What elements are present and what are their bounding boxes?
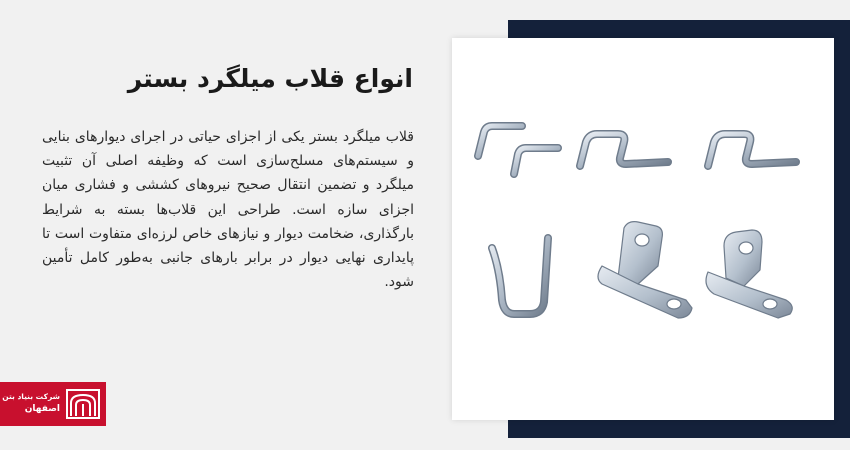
hooks-product-photo — [452, 38, 834, 420]
angle-bracket-right — [706, 230, 792, 318]
article-body: قلاب میلگرد بستر یکی از اجزای حیاتی در اجرای دیوارهای بنایی و سیستم‌های مسلح‌سازی است که وظیفه اصلی آن تثبیت میلگرد و تضمین انتقال صحیح نیروهای کششی و فشاری میان اجزای سازه است. طراحی این قلاب‌ها بسته به شرایط بارگذاری، ضخامت دیوار و نیازهای خاص لرزه‌ای متفاوت است تا پایداری نهایی دیوار در برابر بارهای جانبی به‌طور کامل تأمین شود. — [42, 129, 414, 291]
angle-bracket-left — [598, 222, 692, 318]
building-arch-icon — [66, 389, 100, 419]
article-title: انواع قلاب میلگرد بستر — [127, 64, 413, 93]
company-logo[interactable] — [0, 382, 106, 426]
rebar-hooks-illustration — [452, 38, 834, 420]
j-hook — [492, 238, 548, 314]
z-hook — [580, 134, 668, 166]
logo-company-name: شرکت بنیاد بتن — [2, 392, 60, 401]
l-hook-pair — [478, 126, 558, 174]
z-hook-long — [708, 134, 796, 166]
logo-city-name: اصفهان — [24, 404, 60, 414]
